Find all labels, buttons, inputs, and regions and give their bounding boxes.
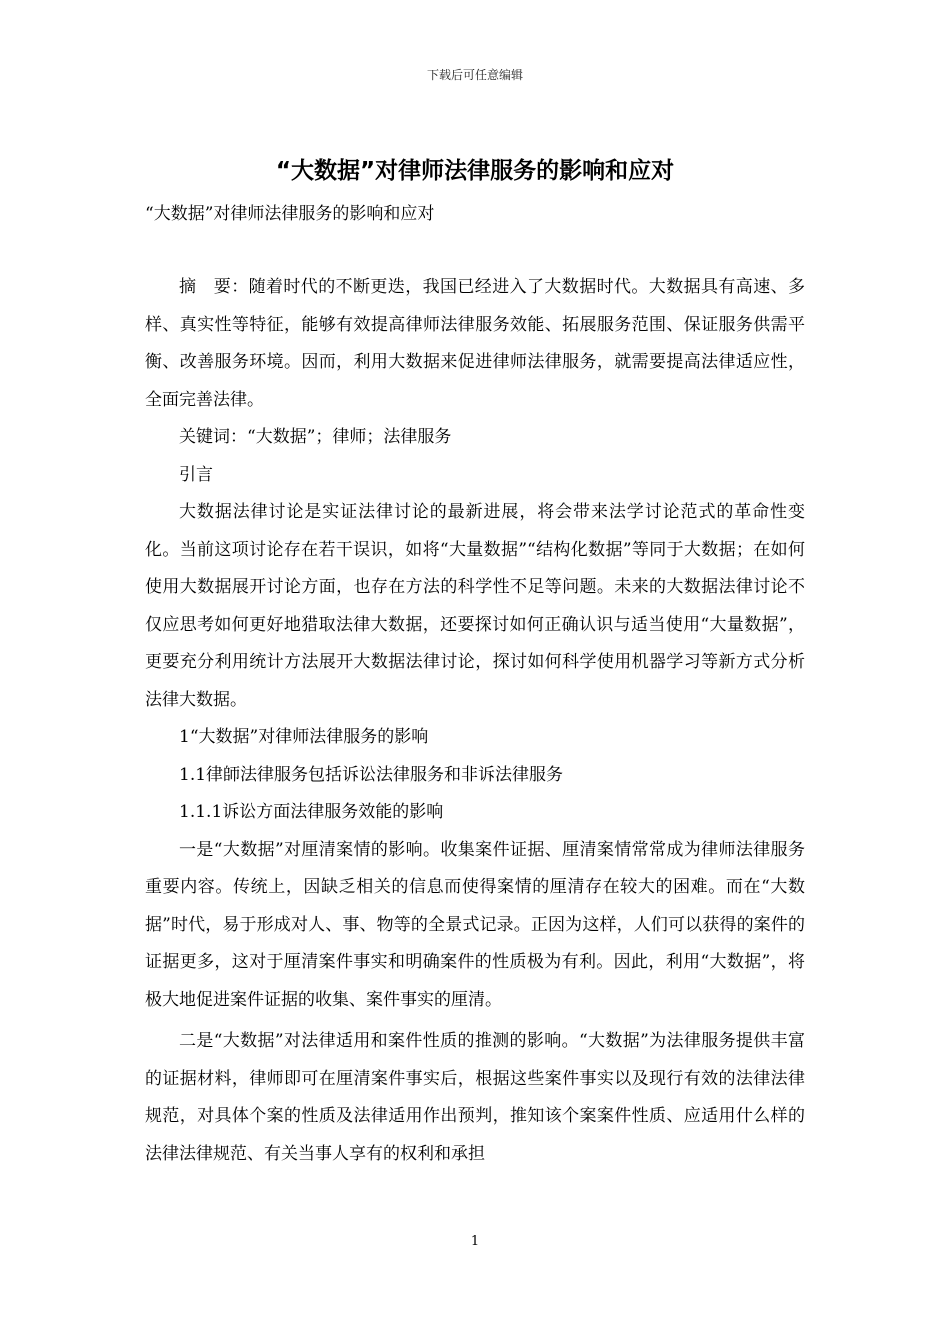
page-number: 1 bbox=[470, 1234, 480, 1249]
body-paragraph-second: 二是“大数据”对法律适用和案件性质的推测的影响。“大数据”为法律服务提供丰富的证据材料，律师即可在厘清案件事实后，根据这些案件事实以及现行有效的法律法律规范，对具体个案的性质及法律适用作出预判，推知该个案案件性质、应适用什么样的法律法律规范、有关当事人享有的权利和承担 bbox=[145, 1031, 805, 1164]
body-paragraph-first: 一是“大数据”对厘清案情的影响。收集案件证据、厘清案情常常成为律师法律服务重要内容。传统上，因缺乏相关的信息而使得案情的厘清存在较大的困难。而在“大数据”时代，易于形成对人、事、物等的全景式记录。正因为这样，人们可以获得的案件的证据更多，这对于厘清案件事实和明确案件的性质极为有利。因此，利用“大数据”，将极大地促进案件证据的收集、案件事实的厘清。 bbox=[145, 839, 805, 1010]
section-heading-1: 1“大数据”对律师法律服务的影响 bbox=[179, 727, 429, 747]
document-body bbox=[145, 269, 805, 1173]
abstract-paragraph: 摘 要：随着时代的不断更迭，我国已经进入了大数据时代。大数据具有高速、多样、真实性等特征，能够有效提高律师法律服务效能、拓展服务范围、保证服务供需平衡、改善服务环境。因而，利用大数据来促进律师法律服务，就需要提高法律适应性，全面完善法律。 bbox=[145, 277, 805, 410]
intro-heading: 引言 bbox=[179, 464, 213, 485]
keywords-paragraph: 关键词：“大数据”；律师；法律服务 bbox=[179, 427, 452, 447]
section-heading-1-1: 1.1律師法律服务包括诉讼法律服务和非诉法律服务 bbox=[179, 764, 564, 785]
document-title: “大数据”对律师法律服务的影响和应对 bbox=[275, 158, 675, 184]
page-header: 下载后可任意编辑 bbox=[426, 68, 523, 82]
intro-paragraph: 大数据法律讨论是实证法律讨论的最新进展，将会带来法学讨论范式的革命性变化。当前这项讨论存在若干误识，如将“大量数据”“结构化数据”等同于大数据；在如何使用大数据展开讨论方面，也存在方法的科学性不足等问题。未来的大数据法律讨论不仅应思考如何更好地猎取法律大数据，还要探讨如何正确认识与适当使用“大量数据”，更要充分利用统计方法展开大数据法律讨论，探讨如何科学使用机器学习等新方式分析法律大数据。 bbox=[145, 502, 805, 710]
document-subtitle: “大数据”对律师法律服务的影响和应对 bbox=[145, 204, 435, 224]
section-heading-1-1-1: 1.1.1诉讼方面法律服务效能的影响 bbox=[179, 802, 444, 822]
